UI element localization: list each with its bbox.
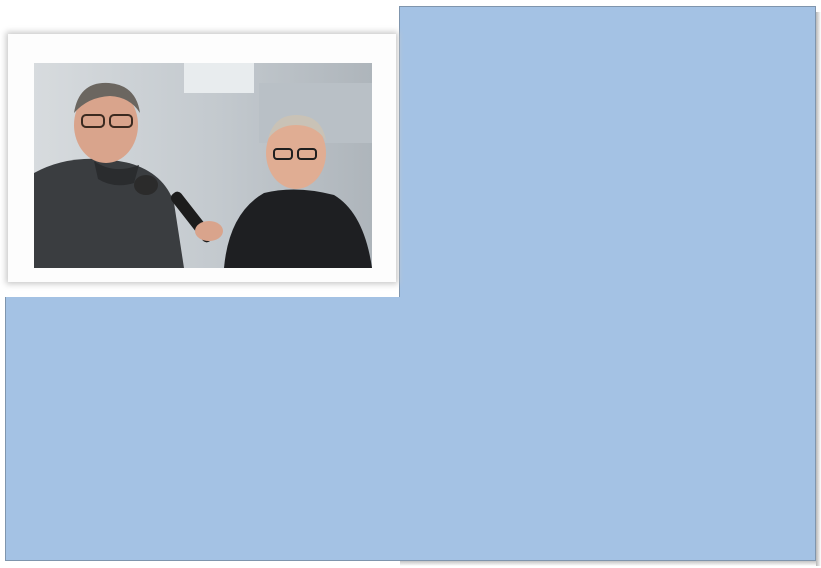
page-shadow-right [816,12,821,566]
text-panel-bottom [5,297,816,561]
photo-frame [8,34,396,282]
article-photo [34,63,372,268]
photo-illustration [34,63,372,268]
text-panel-top [399,6,816,306]
